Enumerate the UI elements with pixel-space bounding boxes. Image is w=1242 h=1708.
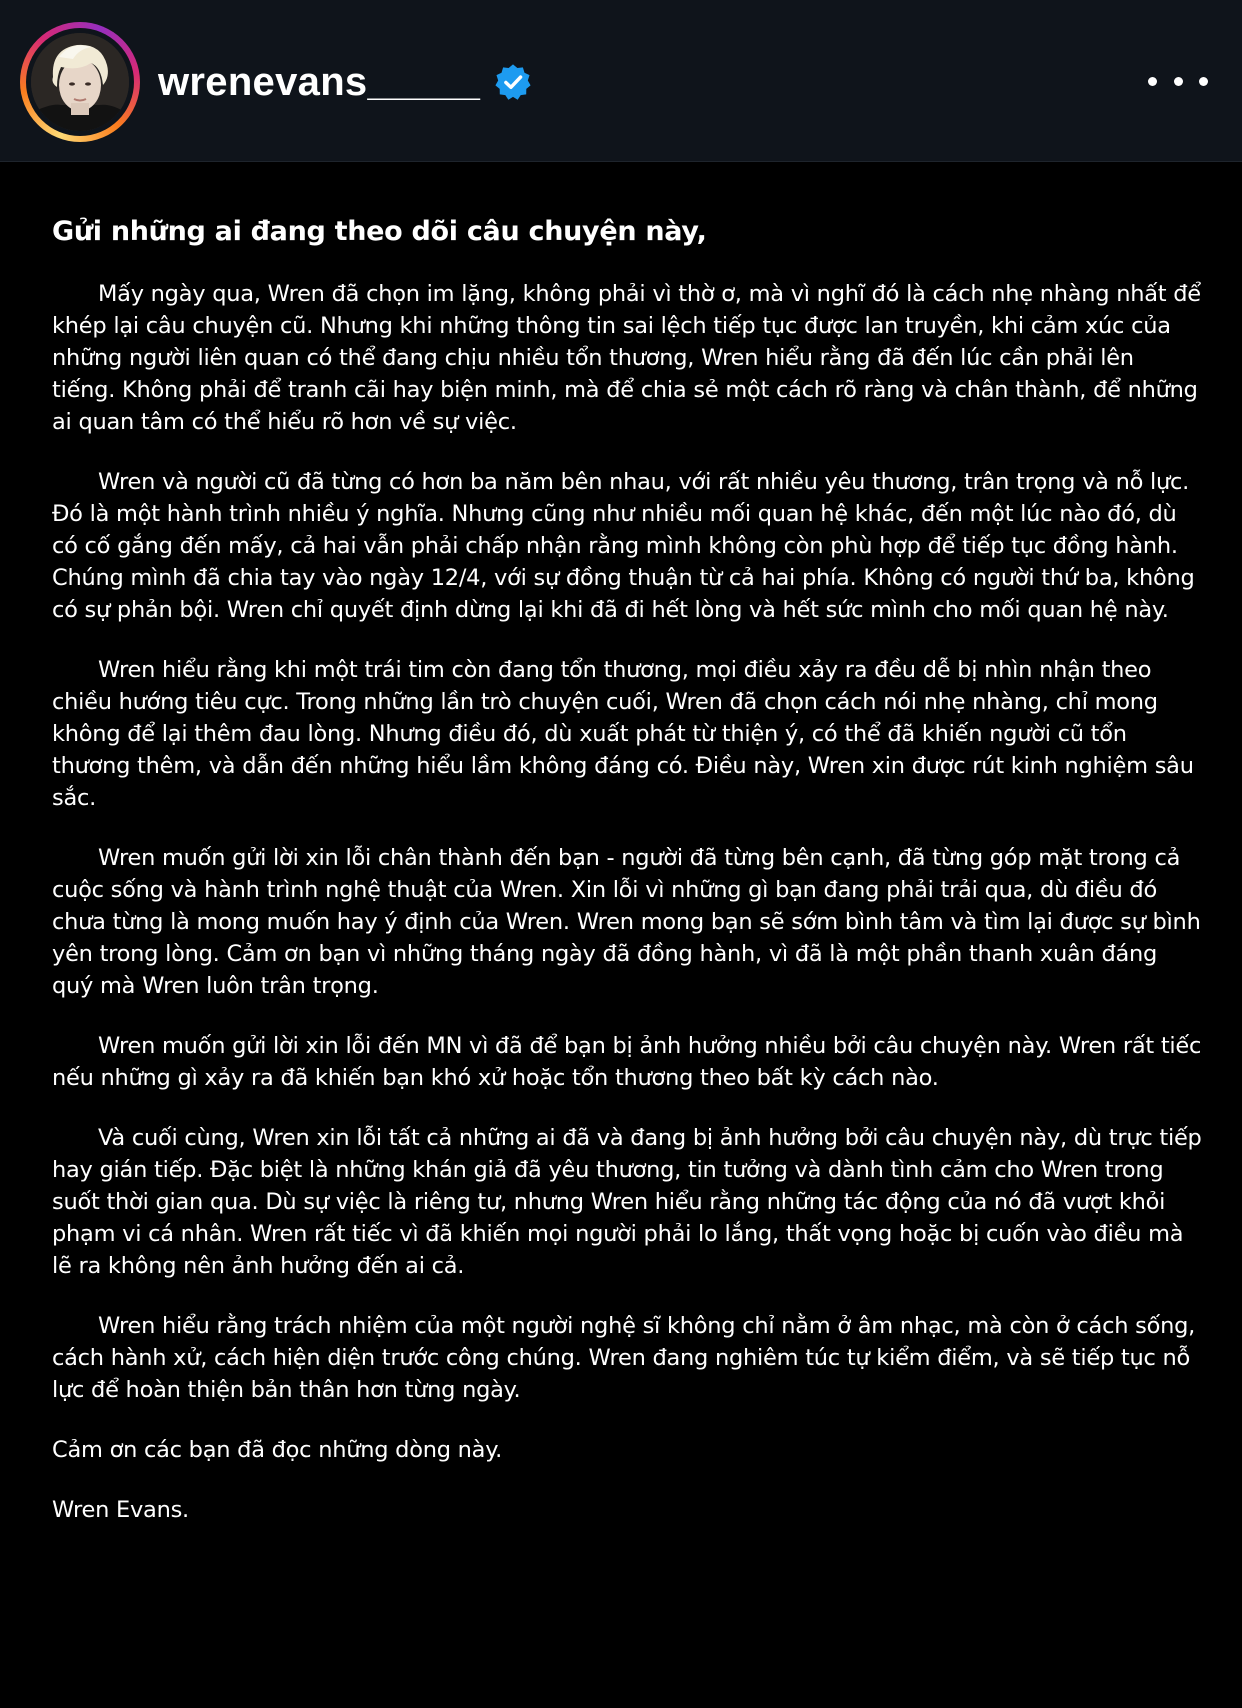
- post-paragraph: Và cuối cùng, Wren xin lỗi tất cả những ai đã và đang bị ảnh hưởng bởi câu chuyện này, dù trực tiếp hay gián tiếp. Đặc biệt là những khán giả đã yêu thương, tin tưởng và dành tình cảm cho Wren trong suốt thời gian qua. Dù sự việc là riêng tư, nhưng Wren hiểu rằng những tác động của nó đã vượt khỏi phạm vi cá nhân. Wren rất tiếc vì đã khiến mọi người phải lo lắng, thất vọng hoặc bị cuốn vào điều mà lẽ ra không nên ảnh hưởng đến ai cả.: [52, 1125, 1202, 1279]
- more-dot: [1199, 77, 1208, 86]
- more-options-icon[interactable]: [1148, 62, 1208, 100]
- post-paragraph: Wren và người cũ đã từng có hơn ba năm bên nhau, với rất nhiều yêu thương, trân trọng và nỗ lực. Đó là một hành trình nhiều ý nghĩa. Nhưng cũng như nhiều mối quan hệ khác, đến một lúc nào đó, dù có cố gắng đến mấy, cả hai vẫn phải chấp nhận rằng mình không còn phù hợp để tiếp tục đồng hành. Chúng mình đã chia tay vào ngày 12/4, với sự đồng thuận từ cả hai phía. Không có người thứ ba, không có sự phản bội. Wren chỉ quyết định dừng lại khi đã đi hết lòng và hết sức mình cho mối quan hệ này.: [52, 469, 1195, 623]
- post-body: [52, 162, 1202, 1526]
- verified-badge-icon: [494, 63, 532, 101]
- avatar[interactable]: [31, 33, 129, 131]
- avatar-image: [31, 33, 129, 131]
- story-ring[interactable]: [20, 22, 140, 142]
- post-paragraph: Wren muốn gửi lời xin lỗi chân thành đến bạn - người đã từng bên cạnh, đã từng góp mặt trong cả cuộc sống và hành trình nghệ thuật của Wren. Xin lỗi vì những gì bạn đang phải trải qua, dù điều đó chưa từng là mong muốn hay ý định của Wren. Wren mong bạn sẽ sớm bình tâm và tìm lại được sự bình yên trong lòng. Cảm ơn bạn vì những tháng ngày đã đồng hành, vì đã là một phần thanh xuân đáng quý mà Wren luôn trân trọng.: [52, 845, 1201, 999]
- username-row: [158, 50, 532, 114]
- post-heading: Gửi những ai đang theo dõi câu chuyện này,: [52, 216, 707, 247]
- post-closing: Cảm ơn các bạn đã đọc những dòng này.: [52, 1437, 502, 1463]
- post-paragraph: Mấy ngày qua, Wren đã chọn im lặng, không phải vì thờ ơ, mà vì nghĩ đó là cách nhẹ nhàng nhất để khép lại câu chuyện cũ. Nhưng khi những thông tin sai lệch tiếp tục được lan truyền, khi cảm xúc của những người liên quan có thể đang chịu nhiều tổn thương, Wren hiểu rằng đã đến lúc cần phải lên tiếng. Không phải để tranh cãi hay biện minh, mà để chia sẻ một cách rõ ràng và chân thành, để những ai quan tâm có thể hiểu rõ hơn về sự việc.: [52, 281, 1201, 435]
- post-paragraph: Wren hiểu rằng khi một trái tim còn đang tổn thương, mọi điều xảy ra đều dễ bị nhìn nhận theo chiều hướng tiêu cực. Trong những lần trò chuyện cuối, Wren đã chọn cách nói nhẹ nhàng, chỉ mong không để lại thêm đau lòng. Nhưng điều đó, dù xuất phát từ thiện ý, có thể đã khiến người cũ tổn thương thêm, và dẫn đến những hiểu lầm không đáng có. Điều này, Wren xin được rút kinh nghiệm sâu sắc.: [52, 657, 1194, 811]
- post-paragraph: Wren muốn gửi lời xin lỗi đến MN vì đã để bạn bị ảnh hưởng nhiều bởi câu chuyện này. Wren rất tiếc nếu những gì xảy ra đã khiến bạn khó xử hoặc tổn thương theo bất kỳ cách nào.: [52, 1033, 1202, 1091]
- more-dot: [1148, 77, 1157, 86]
- post-paragraph: Wren hiểu rằng trách nhiệm của một người nghệ sĩ không chỉ nằm ở âm nhạc, mà còn ở cách sống, cách hành xử, cách hiện diện trước công chúng. Wren đang nghiêm túc tự kiểm điểm, và sẽ tiếp tục nỗ lực để hoàn thiện bản thân hơn từng ngày.: [52, 1313, 1196, 1403]
- post-header: [0, 0, 1242, 162]
- post-signature: Wren Evans.: [52, 1497, 189, 1523]
- username[interactable]: wrenevans_____: [158, 59, 481, 104]
- more-dot: [1174, 77, 1183, 86]
